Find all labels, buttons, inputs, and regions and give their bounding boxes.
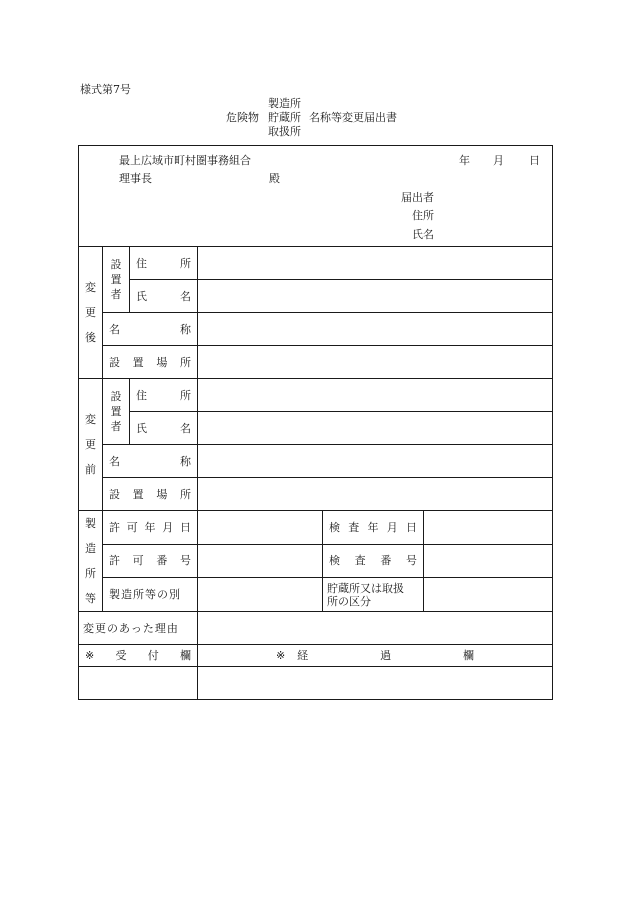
address-label: 住所 [412, 209, 434, 222]
inspection-date-field[interactable] [424, 511, 553, 545]
permit-number-field[interactable] [198, 544, 323, 578]
title-line-2: 貯蔵所 [268, 111, 301, 124]
reason-label: 変更のあった理由 [79, 612, 198, 645]
inspection-number-field[interactable] [424, 544, 553, 578]
title-prefix: 危険物 [226, 111, 259, 124]
inspection-date-label: 検 査 年 月 日 [323, 511, 424, 545]
notification-form-table [78, 145, 553, 700]
progress-field[interactable] [198, 667, 553, 700]
after-name-label: 氏 名 [130, 280, 198, 313]
after-installer-label: 設 置 者 [103, 247, 130, 313]
permit-date-label: 許 可 年 月 日 [103, 511, 198, 545]
after-name-field[interactable] [198, 280, 553, 313]
before-location-field[interactable] [198, 478, 553, 511]
addressee-org: 最上広域市町村圏事務組合 [119, 154, 251, 167]
before-address-field[interactable] [198, 379, 553, 412]
before-title-field[interactable] [198, 445, 553, 478]
reception-field[interactable] [79, 667, 198, 700]
after-title-field[interactable] [198, 313, 553, 346]
facility-type-label: 製造所等の別 [103, 578, 198, 612]
after-address-field[interactable] [198, 247, 553, 280]
inspection-number-label: 検 査 番 号 [323, 544, 424, 578]
classification-label: 貯蔵所又は取扱 所の区分 [323, 578, 424, 612]
reason-field[interactable] [198, 612, 553, 645]
permit-number-label: 許 可 番 号 [103, 544, 198, 578]
form-number: 様式第7号 [80, 83, 131, 96]
facility-type-field[interactable] [198, 578, 323, 612]
before-installer-label: 設 置 者 [103, 379, 130, 445]
title-line-1: 製造所 [268, 97, 301, 110]
name-label: 氏名 [412, 228, 434, 241]
header-section [79, 146, 553, 247]
before-address-label: 住 所 [130, 379, 198, 412]
after-location-field[interactable] [198, 346, 553, 379]
title-line-3: 取扱所 [268, 125, 301, 138]
facility-group-label: 製 造 所 等 [79, 511, 103, 612]
before-group-label: 変 更 前 [79, 379, 103, 511]
progress-header: ※ 経 過 欄 [198, 645, 553, 667]
reception-header: ※ 受 付 欄 [79, 645, 198, 667]
addressee-title: 理事長 [119, 172, 152, 185]
date-year: 年 [459, 154, 470, 167]
before-name-field[interactable] [198, 412, 553, 445]
after-title-label: 名 称 [103, 313, 198, 346]
classification-field[interactable] [424, 578, 553, 612]
permit-date-field[interactable] [198, 511, 323, 545]
honorific: 殿 [269, 172, 280, 185]
after-address-label: 住 所 [130, 247, 198, 280]
before-name-label: 氏 名 [130, 412, 198, 445]
before-location-label: 設 置 場 所 [103, 478, 198, 511]
date-day: 日 [529, 154, 540, 167]
applicant-label: 届出者 [401, 191, 434, 204]
before-title-label: 名 称 [103, 445, 198, 478]
after-group-label: 変 更 後 [79, 247, 103, 379]
after-location-label: 設 置 場 所 [103, 346, 198, 379]
title-suffix: 名称等変更届出書 [309, 111, 397, 124]
date-month: 月 [493, 154, 504, 167]
